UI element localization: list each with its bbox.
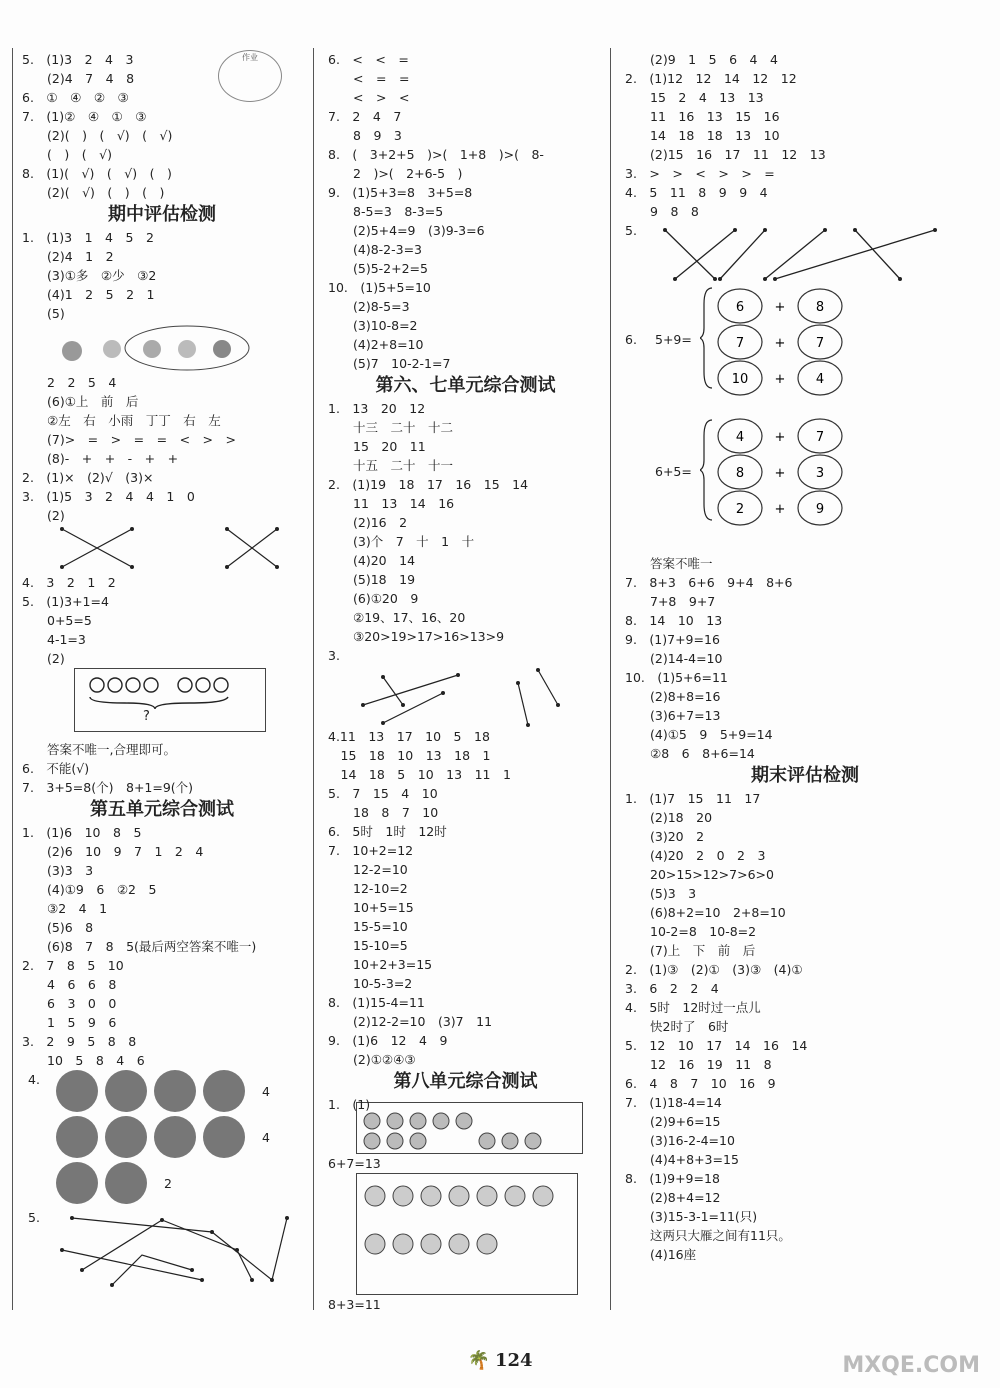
text-line: 4-1=3 (22, 632, 86, 647)
text-line: 4. 5 11 8 9 9 4 (625, 185, 768, 200)
text-line: 15 18 10 13 18 1 (328, 748, 491, 763)
text-line: ②19、17、16、20 (328, 610, 466, 625)
text-line: 9. (1)5+3=8 3+5=8 (328, 185, 473, 200)
text-line: ③2 4 1 (22, 901, 108, 916)
text-line: 8. (1)( √) ( √) ( ) (22, 166, 172, 181)
grey-circle (105, 1070, 147, 1112)
frog-illustration (357, 1174, 577, 1294)
text-line: 15-5=10 (328, 919, 408, 934)
text-line: (4)20 14 (328, 553, 416, 568)
text-line: 8. (1)9+9=18 (625, 1171, 720, 1186)
text-line: (2)15 16 17 11 12 13 (625, 147, 826, 162)
leaf-number: 7 (735, 336, 745, 351)
frog-box (356, 1173, 578, 1295)
text-line: (2)4 1 2 (22, 249, 114, 264)
section-heading: 第六、七单元综合测试 (375, 375, 556, 396)
text-line: 15-10=5 (328, 938, 408, 953)
text-line: (4)①9 6 ②2 5 (22, 882, 157, 897)
text-line: 11 13 14 16 (328, 496, 455, 511)
leaf-number: 8 (815, 300, 825, 315)
text-line: 10-5-3=2 (328, 976, 413, 991)
text-line: 10+2+3=15 (328, 957, 433, 972)
text-line: (2)8+8=16 (625, 689, 721, 704)
grey-circle (105, 1116, 147, 1158)
plus-sign: + (774, 466, 786, 481)
text-line: (7)> = > = = < > > (22, 432, 236, 447)
text-line: 10-2=8 10-8=2 (625, 924, 757, 939)
text-line: 10. (1)5+6=11 (625, 670, 728, 685)
text-line: (4)20 2 0 2 3 (625, 848, 766, 863)
text-line: (2)14-4=10 (625, 651, 723, 666)
circles-box (74, 668, 266, 732)
text-line: (3)20 2 (625, 829, 705, 844)
text-line: 5. (1)3 2 4 3 (22, 52, 134, 67)
text-line: 答案不唯一,合理即可。 (22, 742, 176, 757)
text-line: < = = (328, 71, 410, 86)
text-line: 十五 二十 十一 (328, 458, 454, 473)
text-line: 4.11 13 17 10 5 18 (328, 729, 490, 744)
section-heading: 期中评估检测 (108, 204, 216, 225)
question-number: 5. (28, 1210, 40, 1225)
text-line: 12 16 19 11 8 (625, 1057, 772, 1072)
text-line: 7. 8+3 6+6 9+4 8+6 (625, 575, 793, 590)
text-line: 8+3=11 (328, 1297, 381, 1312)
text-line: 7. 3+5=8(个) 8+1=9(个) (22, 780, 194, 795)
count-label: 2 (164, 1175, 172, 1191)
text-line: 3. > > < > > = (625, 166, 775, 181)
section-heading: 第八单元综合测试 (393, 1071, 538, 1092)
column-2 (328, 50, 603, 1314)
text-line: (3)16-2-4=10 (625, 1133, 735, 1148)
text-line: 10 5 8 4 6 (22, 1053, 145, 1068)
text-line: 6. ① ④ ② ③ (22, 90, 129, 105)
leaf-number: 4 (815, 372, 825, 387)
text-line: (8)- + + - + + (22, 451, 179, 466)
text-line: 答案不唯一 (625, 556, 713, 571)
text-line: (2)8-5=3 (328, 299, 410, 314)
text-line: 6. 5时 1时 12时 (328, 824, 447, 839)
grey-circle (56, 1162, 98, 1204)
section-heading: 第五单元综合测试 (90, 799, 234, 820)
plus-sign: + (774, 372, 786, 387)
text-line: 2 2 5 4 (22, 375, 117, 390)
text-line: (6)8 7 8 5(最后两空答案不唯一) (22, 939, 257, 954)
text-line: 5. (1)3+1=4 (22, 594, 109, 609)
column-3 (625, 50, 985, 1264)
text-line: 6+7=13 (328, 1156, 381, 1171)
text-line: 1. (1) (328, 1097, 371, 1112)
text-line: 10. (1)5+5=10 (328, 280, 431, 295)
grouped-circles-diagram (75, 669, 265, 731)
count-label: 4 (262, 1129, 270, 1145)
text-line: 1. (1)7 15 11 17 (625, 791, 761, 806)
text-line: 3. (1)5 3 2 4 4 1 0 (22, 489, 195, 504)
text-line: (5)5-2+2=5 (328, 261, 428, 276)
text-line: 14 18 18 13 10 (625, 128, 780, 143)
plus-sign: + (774, 336, 786, 351)
text-line: 10+5=15 (328, 900, 414, 915)
text-line: (5)3 3 (625, 886, 697, 901)
text-line: (2)12-2=10 (3)7 11 (328, 1014, 493, 1029)
text-line: 0+5=5 (22, 613, 92, 628)
leaf-number: 3 (815, 466, 825, 481)
text-line: (7)上 下 前 后 (625, 943, 756, 958)
text-line: 快2时了 6时 (625, 1019, 729, 1034)
column-divider-1 (313, 48, 314, 1310)
text-line: 14 18 5 10 13 11 1 (328, 767, 511, 782)
leaf-number: 4 (735, 430, 745, 445)
leaf-number: 6 (735, 300, 745, 315)
text-line: (2) (22, 508, 65, 523)
text-line: ③20>19>17>16>13>9 (328, 629, 505, 644)
text-line: 7. 2 4 7 (328, 109, 402, 124)
stamp-text: 作业 (242, 53, 258, 62)
text-line: 6. < < = (328, 52, 409, 67)
column-divider-2 (610, 48, 611, 1310)
text-line: (6)①20 9 (328, 591, 419, 606)
text-line: 7. (1)18-4=14 (625, 1095, 722, 1110)
leaf-equations (625, 284, 985, 554)
plus-sign: + (774, 502, 786, 517)
text-line: (4)4+8+3=15 (625, 1152, 739, 1167)
text-line: 15 2 4 13 13 (625, 90, 764, 105)
text-line: (3)个 7 十 1 十 (328, 534, 475, 549)
plus-sign: + (774, 430, 786, 445)
text-line: 2. 7 8 5 10 (22, 958, 124, 973)
text-line: (4)1 2 5 2 1 (22, 287, 155, 302)
text-line: (2)9+6=15 (625, 1114, 721, 1129)
mushroom-box (356, 1102, 583, 1154)
text-line: (2)9 1 5 6 4 4 (625, 52, 778, 67)
grey-circle (203, 1116, 245, 1158)
grey-circle (154, 1116, 196, 1158)
text-line: 12-10=2 (328, 881, 408, 896)
text-line: (3)15-3-1=11(只) (625, 1209, 758, 1224)
text-line: (4)16座 (625, 1247, 697, 1262)
text-line: 1. (1)6 10 8 5 (22, 825, 142, 840)
text-line: 5. (625, 223, 637, 238)
grey-circle (56, 1070, 98, 1112)
watermark: MXQE.COM (842, 1353, 980, 1378)
text-line: 20>15>12>7>6>0 (625, 867, 774, 882)
grey-circles-block (22, 1070, 302, 1210)
text-line: 18 8 7 10 (328, 805, 439, 820)
leaf-diagram (700, 284, 860, 554)
text-line: (2)( ) ( √) ( √) (22, 128, 173, 143)
text-line: (4)①5 9 5+9=14 (625, 727, 773, 742)
page-number: 124 (494, 1350, 533, 1371)
text-line: 4. 5时 12时过一点儿 (625, 1000, 761, 1015)
animals-illustration (22, 323, 252, 373)
text-line: 2. (1)19 18 17 16 15 14 (328, 477, 529, 492)
plus-sign: + (774, 300, 786, 315)
text-line: (2)( √) ( ) ( ) (22, 185, 165, 200)
text-line: 12-2=10 (328, 862, 408, 877)
text-line: 3. 6 2 2 4 (625, 981, 719, 996)
column-1 (22, 50, 302, 1290)
section-heading: 期末评估检测 (751, 765, 859, 786)
grey-circle (203, 1070, 245, 1112)
text-line: 这两只大雁之间有11只。 (625, 1228, 791, 1243)
text-line: (5)7 10-2-1=7 (328, 356, 451, 371)
question-number: 6. (625, 332, 637, 347)
text-line: (4)8-2-3=3 (328, 242, 423, 257)
text-line: 3. (328, 648, 340, 663)
text-line: (3)①多 ②少 ③2 (22, 268, 157, 283)
text-line: (5)6 8 (22, 920, 94, 935)
text-line: (2)4 7 4 8 (22, 71, 135, 86)
text-line: (3)6+7=13 (625, 708, 721, 723)
leaf-number: 7 (815, 430, 825, 445)
text-line: (2) (22, 651, 65, 666)
text-line: 8. (1)15-4=11 (328, 995, 425, 1010)
text-line: (3)3 3 (22, 863, 94, 878)
text-line: 6. 不能(√) (22, 761, 90, 776)
palm-tree-icon: 🌴 (467, 1350, 490, 1371)
text-line: (2)6 10 9 7 1 2 4 (22, 844, 204, 859)
equation-label: 5+9= (655, 332, 692, 347)
leaf-number: 9 (815, 502, 825, 517)
text-line: 5. 12 10 17 14 16 14 (625, 1038, 808, 1053)
matching-lines-diagram (22, 525, 282, 573)
text-line: (5)18 19 (328, 572, 416, 587)
question-number: 4. (28, 1072, 40, 1087)
text-line: 7. 10+2=12 (328, 843, 414, 858)
text-line: (2)5+4=9 (3)9-3=6 (328, 223, 485, 238)
text-line: (6)①上 前 后 (22, 394, 139, 409)
text-line: 4 6 6 8 (22, 977, 117, 992)
text-line: (5) (22, 306, 65, 321)
text-line: 十三 二十 十二 (328, 420, 454, 435)
line-segments-diagram (328, 665, 588, 727)
text-line: 4. 3 2 1 2 (22, 575, 116, 590)
text-line: (4)2+8=10 (328, 337, 424, 352)
connect-dots-diagram (42, 1210, 302, 1288)
text-line: 8 9 3 (328, 128, 402, 143)
text-line: ②左 右 小雨 丁丁 右 左 (22, 413, 221, 428)
text-line: 1. (1)3 1 4 5 2 (22, 230, 154, 245)
leaf-number: 10 (731, 372, 749, 387)
count-label: 4 (262, 1083, 270, 1099)
grey-circle (105, 1162, 147, 1204)
question-mark: ? (143, 709, 150, 724)
text-line: 2. (1)12 12 14 12 12 (625, 71, 797, 86)
text-line: (6)8+2=10 2+8=10 (625, 905, 786, 920)
text-line: 8. 14 10 13 (625, 613, 723, 628)
grey-circle (154, 1070, 196, 1112)
text-line: 8-5=3 8-3=5 (328, 204, 444, 219)
text-line: 7+8 9+7 (625, 594, 716, 609)
text-line: 15 20 11 (328, 439, 426, 454)
dot-line-block (22, 1210, 302, 1290)
text-line: 8. ( 3+2+5 )>( 1+8 )>( 8- (328, 147, 544, 162)
leaf-number: 7 (815, 336, 825, 351)
text-line: (2)16 2 (328, 515, 408, 530)
text-line: 9 8 8 (625, 204, 699, 219)
text-line: (2)18 20 (625, 810, 713, 825)
text-line: 2. (1)③ (2)① (3)③ (4)① (625, 962, 803, 977)
leaf-number: 8 (735, 466, 745, 481)
text-line: 6. 4 8 7 10 16 9 (625, 1076, 776, 1091)
text-line: 9. (1)7+9=16 (625, 632, 720, 647)
text-line: 6 3 0 0 (22, 996, 117, 1011)
homework-stamp (218, 50, 282, 102)
text-line: (2)8+4=12 (625, 1190, 721, 1205)
leaf-number: 2 (735, 502, 745, 517)
text-line: < > < (328, 90, 410, 105)
text-line: 1 5 9 6 (22, 1015, 117, 1030)
grey-circle (56, 1116, 98, 1158)
matching-lines-diagram-2 (625, 224, 965, 284)
text-line: 3. 2 9 5 8 8 (22, 1034, 137, 1049)
text-line: (3)10-8=2 (328, 318, 418, 333)
text-line: ( ) ( √) (22, 147, 112, 162)
text-line: 7. (1)② ④ ① ③ (22, 109, 147, 124)
text-line: 9. (1)6 12 4 9 (328, 1033, 448, 1048)
text-line: 2. (1)× (2)√ (3)× (22, 470, 154, 485)
text-line: 11 16 13 15 16 (625, 109, 780, 124)
text-line: 1. 13 20 12 (328, 401, 426, 416)
left-border (12, 48, 13, 1310)
text-line: 5. 7 15 4 10 (328, 786, 438, 801)
text-line: 2 )>( 2+6-5 ) (328, 166, 463, 181)
text-line: (2)①②④③ (328, 1052, 416, 1067)
equation-label: 6+5= (655, 464, 692, 479)
mushroom-illustration (357, 1103, 582, 1153)
text-line: ②8 6 8+6=14 (625, 746, 755, 761)
